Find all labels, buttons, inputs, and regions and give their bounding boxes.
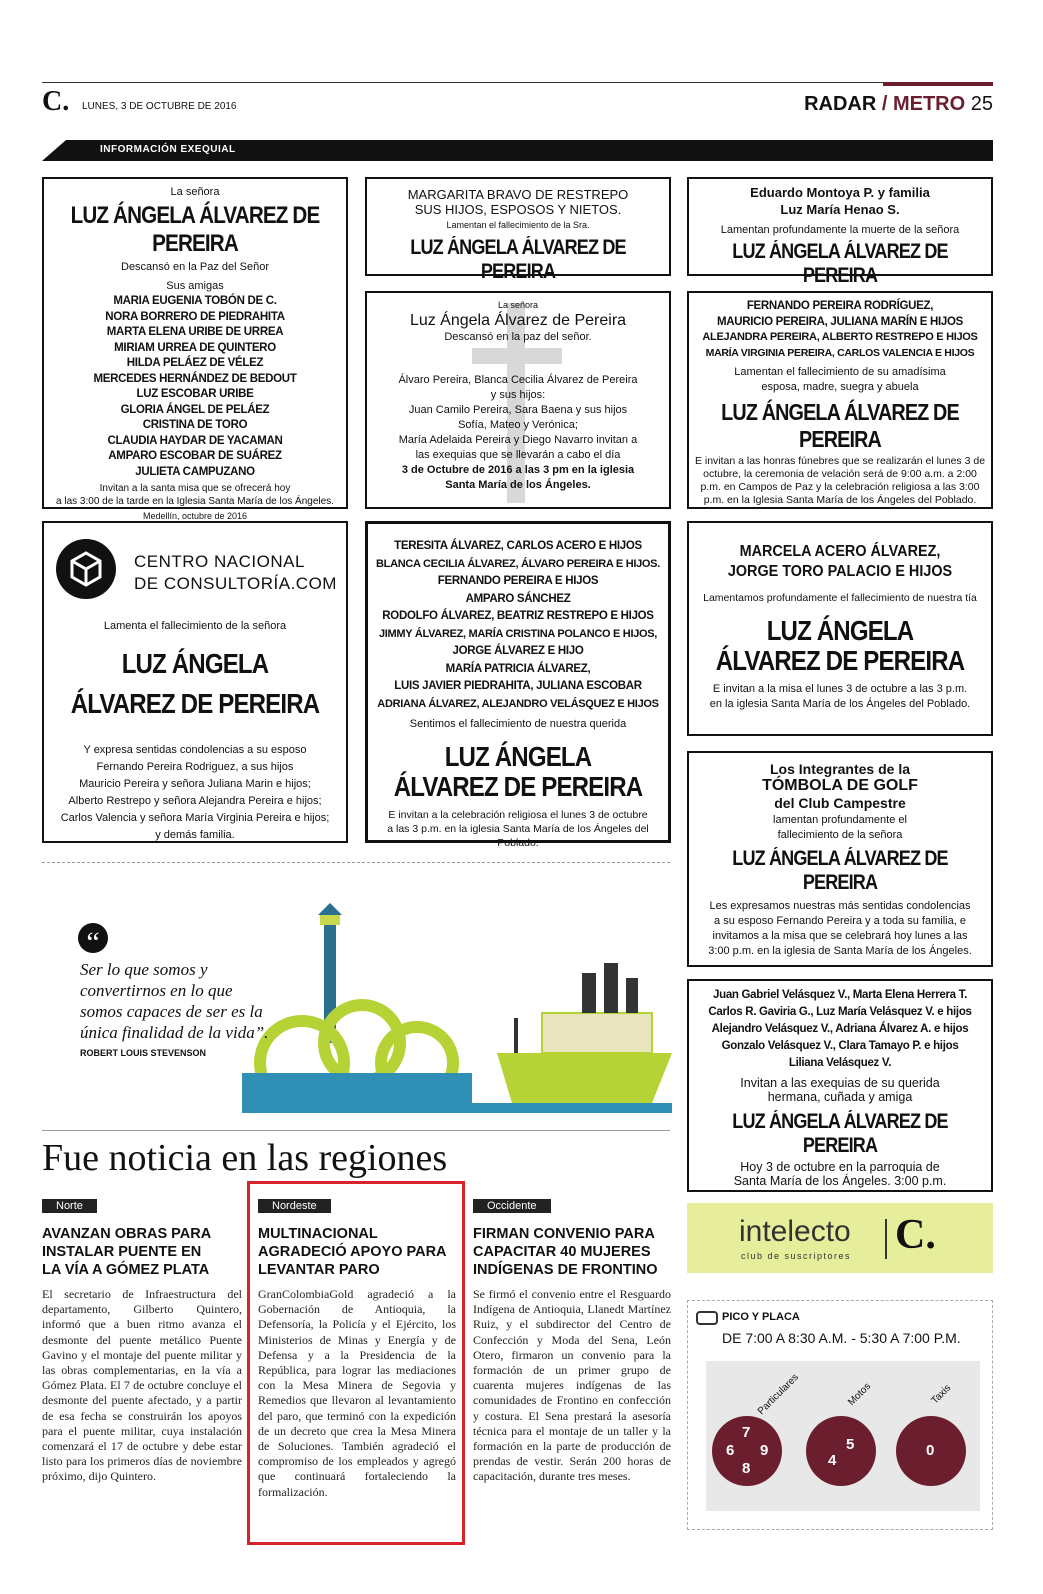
deceased-name: LUZ ÁNGELA ÁLVAREZ DE PEREIRA [70, 202, 320, 257]
obituary-family [365, 291, 671, 509]
notice-line: MARGARITA BRAVO DE RESTREPO [407, 187, 629, 202]
header-logo: C. [42, 86, 70, 117]
notice-line: Álvaro Pereira, Blanca Cecilia Álvarez de Pereira [398, 374, 638, 386]
cnc-name [134, 551, 337, 595]
deceased-name: LUZ ÁNGELA [766, 615, 914, 646]
plate-taxis [896, 1416, 966, 1486]
section-band [42, 140, 993, 161]
notice-text: a las 3 p.m. en la iglesia Santa María de los Ángeles del Poblado. [387, 823, 649, 849]
list-item: MAURICIO PEREIRA, JULIANA MARÍN E HIJOS [716, 315, 963, 328]
notice-line: Descansó en la Paz del Señor [121, 261, 269, 273]
notice-text: Les expresamos nuestras más sentidas condolencias [709, 900, 971, 912]
list-item: JORGE ÁLVAREZ E HIJO [452, 645, 584, 657]
headline-line: MULTINACIONAL [258, 1226, 378, 1242]
notice-line: Sofía, Mateo y Verónica; [458, 419, 578, 431]
obituary-velasquez [687, 979, 993, 1192]
obituary-tombola [687, 751, 993, 967]
notice-text: p.m. en la Iglesia Santa María de los Ángeles del Poblado. [703, 494, 977, 506]
obituary-friends [42, 177, 348, 521]
tag-nordeste: Nordeste [258, 1199, 331, 1213]
list-item: NORA BORRERO DE PIEDRAHITA [105, 310, 285, 323]
headline-line: AVANZAN OBRAS PARA [42, 1226, 212, 1242]
obituary-montoya [687, 177, 993, 287]
notice-text: E invitan a la misa el lunes 3 de octubre a las 3 p.m. [712, 683, 968, 695]
list-item: LUZ ESCOBAR URIBE [136, 388, 254, 400]
notice-line: MARCELA ACERO ÁLVAREZ, [739, 543, 941, 560]
deceased-name: LUZ ÁNGELA ÁLVAREZ DE PEREIRA [732, 847, 948, 894]
headline-norte [42, 1225, 242, 1279]
notice-text: Santa María de los Ángeles. 3:00 p.m. [733, 1174, 947, 1188]
list-item: MIRIAM URREA DE QUINTERO [114, 341, 276, 354]
notice-line: fallecimiento de la señora [777, 829, 903, 841]
deceased-name: LUZ ÁNGELA ÁLVAREZ DE PEREIRA [732, 240, 948, 287]
notice-text: y demás familia. [155, 829, 235, 841]
notice-text: Fernando Pereira Rodriguez, a sus hijos [96, 761, 294, 773]
digit: 6 [726, 1442, 735, 1459]
list-item: TERESITA ÁLVAREZ, CARLOS ACERO E HIJOS [394, 540, 642, 552]
label-taxis: Taxis [929, 1382, 954, 1407]
list-item: MARÍA VIRGINIA PEREIRA, CARLOS VALENCIA E HIJOS [705, 346, 975, 359]
notice-line: Sus amigas [166, 280, 224, 292]
digit: 7 [742, 1424, 751, 1441]
notice-line: Lamentamos profundamente el fallecimiento de nuestra tía [703, 592, 977, 604]
plate-motos [806, 1416, 876, 1486]
regions-title: Fue noticia en las regiones [42, 1137, 448, 1179]
notice-text: E invitan a la celebración religiosa el lunes 3 de octubre [388, 809, 648, 821]
digit: 5 [846, 1436, 855, 1453]
section-sep: / [881, 93, 888, 115]
list-item: MARIA EUGENIA TOBÓN DE C. [113, 295, 277, 307]
section-radar: RADAR [804, 93, 877, 115]
list-item: MARÍA PATRICIA ÁLVAREZ, [445, 662, 591, 675]
list-item: AMPARO SÁNCHEZ [465, 592, 571, 605]
notice-text: Carlos Valencia y señora María Virginia Pereira e hijos; [60, 812, 330, 824]
notice-text: en la iglesia Santa María de los Ángeles del Poblado. [709, 698, 971, 710]
car-icon [696, 1311, 718, 1325]
deceased-name: ÁLVAREZ DE PEREIRA [70, 688, 320, 719]
cube-icon [56, 539, 116, 599]
notice-invite: Invitan a la santa misa que se ofrecerá hoy [99, 483, 291, 494]
notice-text: invitamos a la misa que se celebrará hoy lunes a las [712, 930, 968, 942]
notice-text: a su esposo Fernando Pereira y a toda su familia, e [714, 915, 966, 927]
deceased-name: ÁLVAREZ DE PEREIRA [715, 645, 965, 676]
notice-line: esposa, madre, suegra y abuela [761, 381, 919, 393]
band-notch [42, 140, 66, 161]
obituary-alvarez-family [365, 521, 671, 849]
notice-line: y sus hijos: [490, 389, 546, 401]
pico-title: PICO Y PLACA [722, 1311, 800, 1323]
deceased-name: Luz Ángela Álvarez de Pereira [409, 312, 627, 329]
list-item: CRISTINA DE TORO [142, 419, 248, 431]
deceased-name: ÁLVAREZ DE PEREIRA [393, 771, 643, 802]
notice-line: Lamentan profundamente la muerte de la señora [720, 224, 960, 236]
headline-nordeste [258, 1225, 458, 1279]
list-item: CLAUDIA HAYDAR DE YACAMAN [107, 434, 283, 447]
notice-text: Hoy 3 de octubre en la parroquia de [740, 1160, 940, 1174]
article-body-nordeste: GranColombiaGold agradeció a la Gobernación de Antioquia, la Defensoría, la Policía y el Ejército, los Ministerios de Minas y Energía y de Defensa y a la Presidencia de la República, para lograr las mediaciones con la Mesa Minera de Segovia y Remedios que llevaron al levantamiento del paro, que terminó con la expedición de un decreto que crea la Mesa Minera de Soluciones. También agradeció el compromiso de los empleados y agregó que continuará fortaleciendo la formalización. [258, 1287, 456, 1499]
quote-line: única finalidad de la vida”. [80, 1023, 269, 1042]
notice-line: Los Integrantes de la [769, 761, 911, 777]
notice-place: Medellín, octubre de 2016 [142, 511, 248, 521]
deceased-name: LUZ ÁNGELA ÁLVAREZ DE PEREIRA [721, 399, 959, 452]
list-item: ALEJANDRA PEREIRA, ALBERTO RESTREPO E HIJOS [702, 331, 978, 343]
notice-line: lamentan profundamente el [773, 814, 907, 826]
headline-line: AGRADECIÓ APOYO PARA [258, 1244, 447, 1260]
headline-line: LEVANTAR PARO [258, 1262, 380, 1278]
intelecto-logo: C. [895, 1212, 936, 1258]
pico-graphic [706, 1361, 980, 1511]
cnc-name-line: CENTRO NACIONAL [134, 552, 305, 571]
label-motos: Motos [846, 1380, 874, 1409]
friends-list [44, 294, 346, 480]
notice-line: María Adelaida Pereira y Diego Navarro invitan a [398, 434, 638, 446]
quote-line: convertirnos en lo que [80, 981, 233, 1000]
tag-norte: Norte [42, 1199, 97, 1213]
header-rule [42, 82, 993, 83]
notice-line: Juan Camilo Pereira, Sara Baena y sus hijos [408, 404, 628, 416]
deceased-name: LUZ ÁNGELA [444, 741, 592, 772]
notice-line: Lamentan el fallecimiento de su amadísima [734, 366, 946, 378]
regions-rule [42, 1130, 670, 1131]
notice-line: Eduardo Montoya P. y familia [750, 185, 930, 200]
digit: 0 [926, 1442, 935, 1459]
notice-line: Invitan a las exequias de su querida [740, 1076, 940, 1090]
notice-text: Alberto Restrepo y señora Alejandra Pereira e hijos; [68, 795, 322, 807]
list-item: FERNANDO PEREIRA E HIJOS [437, 575, 599, 587]
intelecto-brand: intelecto [739, 1215, 851, 1248]
list-item: Carlos R. Gaviria G., Luz María Velásquez V. e hijos [708, 1006, 972, 1018]
header-accent [883, 82, 993, 86]
tag-occidente: Occidente [473, 1199, 551, 1213]
list-item: Alejandro Velásquez V., Adriana Álvarez A. e hijos [711, 1023, 969, 1035]
headline-line: CAPACITAR 40 MUJERES [473, 1244, 651, 1260]
digit: 4 [828, 1452, 837, 1469]
list-item: BLANCA CECILIA ÁLVAREZ, ÁLVARO PEREIRA E HIJOS. [376, 557, 660, 570]
quote-panel [42, 862, 670, 1113]
quote-line: somos capaces de ser es la [80, 1002, 263, 1021]
notice-line: JORGE TORO PALACIO E HIJOS [727, 563, 953, 580]
quote-author: ROBERT LOUIS STEVENSON [80, 1048, 207, 1058]
obituary-bravo [365, 177, 671, 283]
notice-pre: La señora [170, 186, 220, 198]
section-metro: METRO [892, 93, 966, 115]
notice-line: las exequias que se llevarán a cabo el día [415, 449, 621, 461]
notice-line: Sentimos el fallecimiento de nuestra querida [409, 718, 627, 730]
headline-occidente [473, 1225, 673, 1279]
cnc-name-line: DE CONSULTORÍA.COM [134, 574, 337, 593]
notice-line: Lamentan el fallecimiento de la Sra. [446, 220, 590, 230]
notice-line: del Club Campestre [774, 795, 906, 811]
obituary-pereira-family [687, 291, 993, 509]
list-item: JULIETA CAMPUZANO [135, 465, 255, 478]
quote-mark-icon: “ [78, 923, 108, 953]
intelecto-sub: club de suscriptores [741, 1251, 852, 1261]
list-item: Liliana Velásquez V. [788, 1057, 892, 1069]
list-item: Juan Gabriel Velásquez V., Marta Elena Herrera T. [713, 989, 967, 1001]
notice-text: 3:00 p.m. en la iglesia de Santa María de los Ángeles. [708, 945, 972, 957]
notice-line: hermana, cuñada y amiga [767, 1090, 913, 1104]
obituary-centro-nacional [42, 521, 348, 843]
notice-line: Descansó en la paz del señor. [444, 331, 592, 343]
notice-pre: La señora [497, 300, 539, 310]
notice-line: SUS HIJOS, ESPOSOS Y NIETOS. [414, 202, 622, 217]
notice-text: E invitan a las honras fúnebres que se realizarán el lunes 3 de [694, 455, 986, 467]
headline-line: LA VÍA A GÓMEZ PLATA [42, 1262, 210, 1278]
notice-text: octubre, la ceremonia de velación será de 9:00 a.m. a 2:00 [703, 468, 977, 480]
list-item: ADRIANA ÁLVAREZ, ALEJANDRO VELÁSQUEZ E HIJOS [377, 697, 659, 710]
notice-line: 3 de Octubre de 2016 a las 3 pm en la iglesia [401, 464, 635, 476]
notice-text: p.m. en Campos de Paz y la celebración religiosa a las 3:00 [700, 481, 980, 493]
article-body-occidente: Se firmó el convenio entre el Resguardo Indígena de Antioquia, Llanedt Martínez Ruiz, y el subdirector del Centro de Confección y Moda del Sena, León Otero, firmaron un convenio para la formación de un primer grupo de cuarenta mujeres indígenas de las comunidades de Frontino en confección y costura. El Sena prestará la asesoría técnica para el montaje de un taller y la formación en la parte de producción de prendas de vestir. Serán 200 horas de capacitación, durante tres meses. [473, 1287, 671, 1484]
headline-line: INDÍGENAS DE FRONTINO [473, 1262, 658, 1278]
plate-particulares [712, 1416, 782, 1486]
city-illustration [242, 903, 672, 1113]
notice-invite: a las 3:00 de la tarde en la Iglesia Santa María de los Ángeles. [56, 496, 334, 507]
cnc-logo-icon [56, 539, 116, 599]
pico-placa [687, 1300, 993, 1530]
notice-line: Santa María de los Ángeles. [445, 479, 591, 491]
notice-line: Luz María Henao S. [780, 202, 900, 217]
list-item: LUIS JAVIER PIEDRAHITA, JULIANA ESCOBAR [394, 680, 642, 692]
notice-text: Y expresa sentidas condolencias a su esposo [83, 744, 307, 756]
list-item: JIMMY ÁLVAREZ, MARÍA CRISTINA POLANCO E HIJOS, [378, 627, 658, 640]
intelecto-banner [687, 1203, 993, 1273]
header-date: LUNES, 3 DE OCTUBRE DE 2016 [82, 101, 237, 112]
notice-line: TÓMBOLA DE GOLF [762, 777, 918, 794]
list-item: MARTA ELENA URIBE DE URREA [106, 326, 284, 338]
notice-text: Mauricio Pereira y señora Juliana Marin e hijos; [79, 778, 311, 790]
header-section [804, 93, 993, 116]
headline-line: FIRMAN CONVENIO PARA [473, 1226, 655, 1242]
headline-line: INSTALAR PUENTE EN [42, 1244, 202, 1260]
notice-line: Lamenta el fallecimiento de la señora [103, 620, 287, 632]
list-item: Gonzalo Velásquez V., Clara Tamayo P. e hijos [721, 1040, 959, 1052]
deceased-name: LUZ ÁNGELA ÁLVAREZ DE PEREIRA [732, 1110, 948, 1157]
digit: 8 [742, 1460, 751, 1477]
list-item: RODOLFO ÁLVAREZ, BEATRIZ RESTREPO E HIJOS [382, 610, 654, 622]
deceased-name: LUZ ÁNGELA ÁLVAREZ DE PEREIRA [410, 236, 626, 283]
article-body-norte: El secretario de Infraestructura del departamento, Gilberto Quintero, informó que a buen ritmo avanza el desmonte del puente metálico Puente Gavino y el montaje del puente militar y las obras complementarias, en la vía a Gómez Plata. El 7 de octubre concluye el desmonte del puente afectado, y a partir de esa fecha se construirán los apoyos para el puente militar, cuya instalación comenzará el 17 de octubre y debe estar listo para los primeros días de noviembre próximo, dijo Quintero. [42, 1287, 242, 1484]
deceased-name: LUZ ÁNGELA [121, 648, 269, 679]
obituary-acero [687, 521, 993, 736]
intelecto-divider [885, 1219, 887, 1259]
page-number: 25 [970, 93, 993, 115]
label-particulares: Particulares [755, 1371, 801, 1418]
list-item: HILDA PELÁEZ DE VÉLEZ [126, 357, 264, 369]
list-item: MERCEDES HERNÁNDEZ DE BEDOUT [93, 372, 297, 385]
digit: 9 [760, 1442, 769, 1459]
list-item: FERNANDO PEREIRA RODRÍGUEZ, [746, 300, 934, 312]
band-title: INFORMACIÓN EXEQUIAL [100, 144, 236, 155]
quote-line: Ser lo que somos y [80, 960, 208, 979]
quote-text [80, 959, 268, 1043]
list-item: GLORIA ÁNGEL DE PELÁEZ [120, 403, 270, 416]
list-item: AMPARO ESCOBAR DE SUÁREZ [108, 450, 282, 462]
pico-hours: DE 7:00 A 8:30 A.M. - 5:30 A 7:00 P.M. [722, 1330, 961, 1346]
